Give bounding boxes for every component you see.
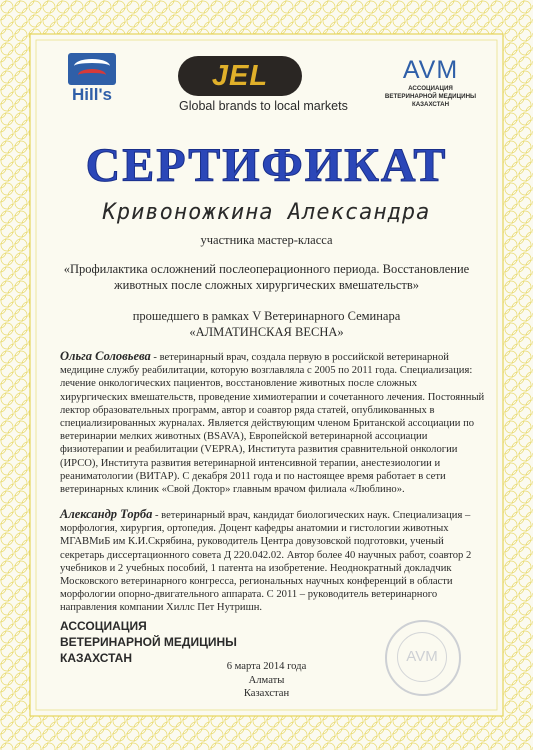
association-line2: ВЕТЕРИНАРНОЙ МЕДИЦИНЫ — [60, 635, 237, 649]
issue-country: Казахстан — [243, 688, 290, 699]
issue-city: Алматы — [248, 674, 285, 686]
speaker-bio-text: - ветеринарный врач, создала первую в российской ветеринарной медицине службу реабилитации, которую возглавляла с 2005 по 2011 года. Специализация: лечение онкологических пациентов, восстановление животных после сложных хирургических вмешательств, проведение химиотерапии и сочетанного лечения. Постоянный лектор образовательных программ, автор и соавтор ряда статей, опубликованных в специализированных журналах. Является действующим членом Британской ассоциации по ветеринарии мелких животных (BSAVA), Европейской ветеринарной ассоциации физиотерапии и реабилитации (VEPRA), Института развития сравнительной онкологии (ИРСО), Института развития ветеринарной интенсивной терапии, анестезиологии и реаниматологии (ВИТАР). С декабря 2011 года и по настоящее время работает в сети ветеринарных клиник «Свой Доктор» главным врачом филиала «Люблино». — [60, 352, 485, 496]
association-line3: КАЗАХСТАН — [60, 651, 132, 665]
jel-logo-text: JEL — [211, 60, 269, 92]
avm-caption-line3: КАЗАХСТАН — [411, 101, 450, 108]
event-info — [40, 308, 493, 340]
association-signature — [60, 618, 320, 666]
speaker-bio-text: - ветеринарный врач, кандидат биологических наук. Специализация – морфология, хирургия, ортопедия. Доцент кафедры анатомии и гистологии животных МГАВМиБ им К.И.Скрябина, руководитель Центра довузовской подготовки, ученый секретарь диссертационного совета Д 220.042.02. Автор более 40 научных работ, соавтор 2 учебников и 2 учебных пособий, 1 патента на изобретение. Неоднократный докладчик Московского ветеринарного конгресса, региональных научных конференций в области морфологии опорно-двигательного аппарата. С 2011 – руководитель ветеринарного направления компании Хиллс Пет Нутришн. — [60, 510, 472, 614]
hills-logo-text: Hill's — [72, 85, 112, 104]
association-line1: АССОЦИАЦИЯ — [60, 619, 147, 633]
certificate-title: СЕРТИФИКАТ — [85, 139, 448, 192]
hills-logo — [62, 53, 122, 111]
avm-caption-line1: АССОЦИАЦИЯ — [408, 85, 453, 92]
avm-caption-line2: ВЕТЕРИНАРНОЙ МЕДИЦИНЫ — [384, 93, 477, 100]
event-line2: «АЛМАТИНСКАЯ ВЕСНА» — [189, 325, 344, 339]
avm-logo — [378, 55, 483, 117]
issue-date: 6 марта 2014 года — [226, 661, 307, 672]
recipient-name: Кривоножкина Александра — [102, 200, 431, 225]
speaker-bio-soloveva — [60, 350, 485, 496]
speaker-name: Александр Торба — [60, 507, 153, 521]
speaker-name: Ольга Соловьева — [60, 349, 151, 363]
speaker-bio-torba — [60, 508, 485, 615]
jel-logo — [178, 56, 302, 96]
course-title: «Профилактика осложнений послеоперационного периода. Восстановление животных после сложных хирургических вмешательств» — [63, 262, 470, 292]
date-place — [0, 660, 533, 701]
hills-mark-icon — [68, 53, 116, 85]
participant-role: участника мастер-класса — [200, 233, 333, 247]
event-line1: прошедшего в рамках V Ветеринарного Семинара — [132, 309, 401, 323]
stamp-text: AVM — [397, 632, 447, 682]
jel-tagline: Global brands to local markets — [179, 99, 348, 113]
avm-caduceus-icon: AVM — [402, 56, 459, 84]
